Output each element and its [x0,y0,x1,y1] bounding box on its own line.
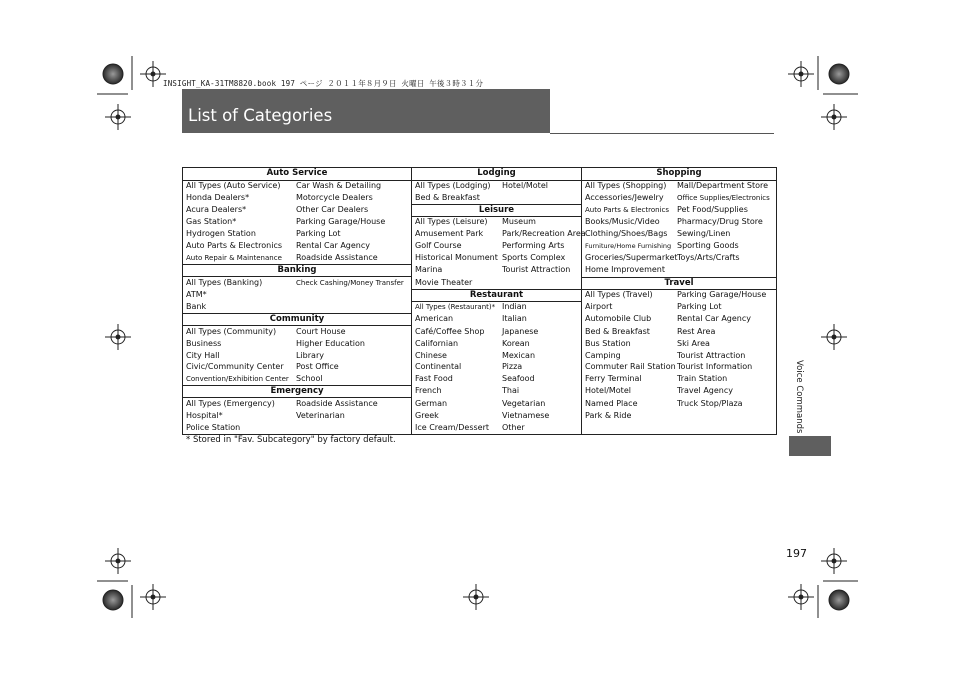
category-item: Accessories/Jewelry [585,193,664,202]
category-item: All Types (Banking) [186,278,263,287]
category-item: All Types (Auto Service) [186,181,281,190]
category-item: All Types (Restaurant)* [415,303,496,311]
category-item: Continental [415,362,462,371]
category-item: Veterinarian [296,411,345,420]
category-item: Convention/Exhibition Center [186,375,289,383]
category-item: Ski Area [677,339,710,348]
category-item: Roadside Assistance [296,399,378,408]
category-item: Acura Dealers* [186,205,247,214]
category-item: Train Station [677,374,728,383]
category-item: Parking Garage/House [296,217,386,226]
category-item: All Types (Emergency) [186,399,275,408]
category-item: Korean [502,339,530,348]
category-item: Bank [186,302,207,311]
category-item: Library [296,351,324,360]
registration-crosshair-icon [463,584,489,610]
category-item: Office Supplies/Electronics [677,194,770,202]
category-item: Tourist Attraction [502,265,571,274]
category-item: Parking Lot [677,302,722,311]
category-item: Sporting Goods [677,241,739,250]
category-item: Rental Car Agency [296,241,370,250]
category-item: Automobile Club [585,314,652,323]
category-item: Auto Parts & Electronics [585,206,670,214]
category-item: Californian [415,339,459,348]
category-item: Park/Recreation Area [502,229,586,238]
category-item: Bed & Breakfast [415,193,480,202]
category-item: Car Wash & Detailing [296,181,382,190]
registration-crosshair-icon [140,584,166,610]
category-item: French [415,386,442,395]
registration-dot-icon [103,590,123,610]
category-item: All Types (Community) [186,327,277,336]
category-item: Performing Arts [502,241,565,250]
page-number: 197 [786,547,807,560]
category-item: Parking Lot [296,229,341,238]
registration-crosshair-icon [105,104,131,130]
category-item: Ice Cream/Dessert [415,423,489,432]
category-item: Commuter Rail Station [585,362,676,371]
category-item: Tourist Information [677,362,753,371]
category-item: Honda Dealers* [186,193,250,202]
section-heading-auto-service: Auto Service [266,168,328,178]
category-item: Café/Coffee Shop [415,327,485,336]
category-item: Pizza [502,362,523,371]
category-item: Golf Course [415,241,462,250]
registration-crosshair-icon [788,584,814,610]
category-item: Auto Parts & Electronics [186,241,283,250]
category-item: Pet Food/Supplies [677,205,748,214]
category-item: Thai [502,386,520,395]
section-heading-lodging: Lodging [477,168,516,178]
category-item: Camping [585,351,621,360]
side-section-label: Voice Commands [794,360,804,434]
category-item: Hospital* [186,411,223,420]
category-item: Hydrogen Station [186,229,256,238]
section-heading-community: Community [269,314,325,324]
category-item: Other [502,423,525,432]
category-item: American [415,314,454,323]
category-item: Home Improvement [585,265,665,274]
category-item: Sports Complex [502,253,566,262]
category-item: Mexican [502,351,536,360]
registration-crosshair-icon [821,548,847,574]
category-item: Mall/Department Store [677,181,769,190]
category-item: Pharmacy/Drug Store [677,217,763,226]
category-item: Rest Area [677,327,716,336]
category-item: Check Cashing/Money Transfer [296,279,404,287]
category-item: Furniture/Home Furnishing [585,242,672,250]
section-heading-restaurant: Restaurant [469,290,524,300]
category-item: Roadside Assistance [296,253,378,262]
category-item: Other Car Dealers [296,205,369,214]
registration-dot-icon [829,590,849,610]
category-item: Park & Ride [585,411,632,420]
category-item: Business [186,339,222,348]
registration-crosshair-icon [105,324,131,350]
category-item: School [296,374,323,383]
print-info: INSIGHT_KA-31TM8820.book 197 ページ ２０１１年８月９日 火曜日 午後３時３１分 [163,79,484,88]
registration-crosshair-icon [821,104,847,130]
category-item: Clothing/Shoes/Bags [585,229,668,238]
category-item: Movie Theater [415,278,473,287]
registration-crosshair-icon [140,61,166,87]
registration-crosshair-icon [788,61,814,87]
category-item: Post Office [296,362,339,371]
registration-dot-icon [103,64,123,84]
category-item: Sewing/Linen [677,229,731,238]
category-item: Books/Music/Video [585,217,660,226]
category-item: Motorcycle Dealers [296,193,373,202]
category-item: Greek [415,411,439,420]
category-item: All Types (Travel) [585,290,653,299]
category-item: ATM* [186,290,207,299]
category-item: All Types (Leisure) [415,217,488,226]
page-title: List of Categories [188,106,333,125]
category-item: Italian [502,314,527,323]
category-item: Police Station [186,423,241,432]
category-item: Civic/Community Center [186,362,284,371]
section-heading-emergency: Emergency [270,386,324,396]
category-item: Vegetarian [502,399,546,408]
category-item: Hotel/Motel [502,181,548,190]
category-item: Bed & Breakfast [585,327,650,336]
category-item: Seafood [502,374,535,383]
section-heading-shopping: Shopping [656,168,702,178]
category-item: Indian [502,302,527,311]
section-heading-banking: Banking [277,265,317,275]
category-item: City Hall [186,351,220,360]
category-item: German [415,399,448,408]
category-item: Japanese [502,327,539,336]
category-item: Marina [415,265,443,274]
section-heading-leisure: Leisure [478,205,515,215]
category-item: Higher Education [296,339,365,348]
category-item: Parking Garage/House [677,290,767,299]
category-item: Toys/Arts/Crafts [677,253,740,262]
category-item: Travel Agency [677,386,733,395]
category-item: All Types (Lodging) [415,181,491,190]
category-item: Court House [296,327,346,336]
registration-dot-icon [829,64,849,84]
footnote: * Stored in "Fav. Subcategory" by factory default. [186,435,396,445]
category-item: Gas Station* [186,217,237,226]
category-item: Groceries/Supermarket [585,253,678,262]
registration-crosshair-icon [821,324,847,350]
category-item: Rental Car Agency [677,314,751,323]
category-item: Amusement Park [415,229,484,238]
category-item: Bus Station [585,339,631,348]
category-item: Fast Food [415,374,453,383]
section-heading-travel: Travel [664,278,694,288]
category-item: Hotel/Motel [585,386,631,395]
category-item: Chinese [415,351,447,360]
category-item: Historical Monument [415,253,498,262]
category-item: Tourist Attraction [677,351,746,360]
category-item: Vietnamese [502,411,550,420]
category-item: Named Place [585,399,638,408]
category-item: Airport [585,302,613,311]
category-item: Auto Repair & Maintenance [186,254,282,262]
category-item: Museum [502,217,536,226]
category-item: All Types (Shopping) [585,181,667,190]
registration-crosshair-icon [105,548,131,574]
category-item: Truck Stop/Plaza [677,399,743,408]
category-item: Ferry Terminal [585,374,642,383]
